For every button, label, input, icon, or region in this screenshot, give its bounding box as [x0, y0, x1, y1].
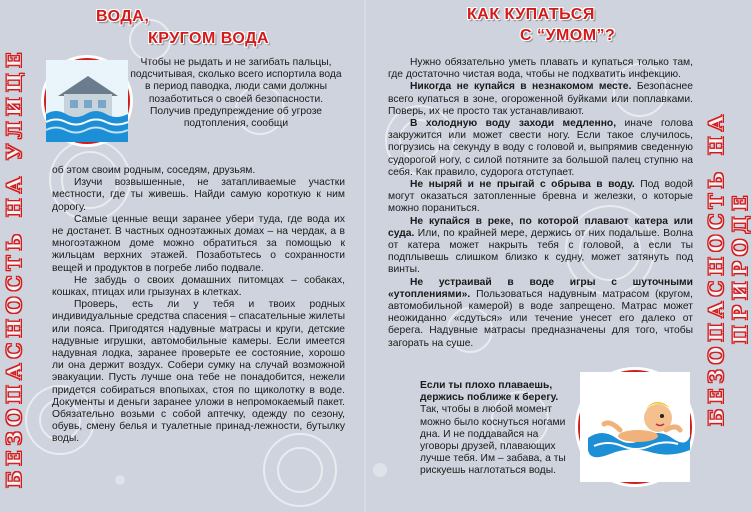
- flooded-house-icon: [44, 58, 130, 144]
- right-title-line2: С “УМОМ”?: [520, 27, 616, 44]
- right-rule-5: [388, 277, 693, 350]
- right-rule-6-text: Так, чтобы в любой момент можно было коснуться ногами дна. И не поддавайся на уговоры друзей, плавающих лучше тебя. Им – забава, а ты рискуешь наглотаться воды.: [420, 404, 566, 477]
- right-rule-6-bold: Если ты плохо плаваешь, держись поближе к берегу.: [420, 380, 559, 404]
- right-rule-3: [388, 179, 693, 216]
- left-paragraph-3: Самые ценные вещи заранее убери туда, где вода их не достанет. В частных одноэтажных домах – на чердак, а в многоэтажном доме можно обратиться за помощью к жильцам верхних этажей. Позаботьтесь о сохранности вещей и продуктов в погребе либо подвале.: [52, 213, 345, 274]
- right-title-line1: КАК КУПАТЬСЯ: [467, 6, 595, 23]
- right-bottom-text: [420, 380, 570, 478]
- swimming-child-icon: [578, 370, 692, 484]
- left-body-text: [52, 165, 345, 446]
- left-title-line1: ВОДА,: [96, 8, 150, 25]
- right-spine-label: БЕЗОПАСНОСТЬ НА ПРИРОДЕ: [704, 109, 752, 426]
- right-rule-5-text: Пользоваться надувным матрасом (кругом, автомобильной камерой) в воде запрещено. Матрас может неожиданно «сдуться» или течение унесет его далеко от берега. Надувные матрасы предназначены для того, чтобы загорать на суше.: [388, 288, 693, 349]
- left-paragraph-5: Проверь, есть ли у тебя и твоих родных индивидуальные средства спасения – спасательные жилеты или пояса. Пригодятся надувные матрасы и круги, детские надувные игрушки, автомобильные камеры. Если имеется надувная лодка, заранее проверьте ее состояние, хорошо ли она держит воздух. Собери сумку на случай возможной эвакуации. Пусть лучше она тебе не понадобится, нежели придется собираться впопыхах, стоя по щиколотку в воде. Документы и деньги заранее уложи в непромокаемый пакет. Обязательно возьми с собой аптечку, одежду по сезону, обувь, смену белья и туалетные принад-лежности, бутылку воды.: [52, 299, 345, 445]
- left-paragraph-1-cont: об этом своим родным, соседям, друзьям.: [52, 165, 256, 176]
- left-intro-block: [127, 57, 345, 130]
- right-rule-2-bold: В холодную воду заходи медленно,: [410, 118, 617, 130]
- right-body-text: [388, 57, 693, 350]
- left-warning-intro: Получив предупреждение об угрозе подтопления, сообщи: [149, 105, 323, 130]
- left-paragraph-2: Изучи возвышенные, не затапливаемые участки местности, где ты живешь. Найди самую короткую к ним дорогу.: [52, 177, 345, 213]
- right-rule-3-bold: Не ныряй и не прыгай с обрыва в воду.: [410, 179, 635, 191]
- left-spine-label: БЕЗОПАСНОСТЬ НА УЛИЦЕ: [2, 47, 26, 488]
- left-title-line2: КРУГОМ ВОДА: [148, 30, 270, 47]
- right-rule-4-bold: Не купайся в реке, по которой плавают катера или суда.: [388, 215, 693, 239]
- right-rule-2-text: иначе голова закружится или может свести ногу. Если такое случилось, погрузись на секунду в воду с головой и, выпрямив сведенную судорогой ногу, с силой потяните за большой палец ступню на себя. Как правило, судорога отступает.: [388, 118, 693, 178]
- left-intro-paragraph: Чтобы не рыдать и не загибать пальцы, подсчитывая, сколько всего испортила вода в период паводка, люди сами должны позаботиться о своей безопасности.: [130, 57, 342, 105]
- right-rule-1-bold: Никогда не купайся в незнакомом месте.: [410, 81, 632, 93]
- right-intro-paragraph: Нужно обязательно уметь плавать и купаться только там, где достаточно чистая вода, чтобы не подхватить инфекцию.: [388, 57, 693, 81]
- right-rule-1-text: Безопаснее всего купаться в зоне, огороженной буйками или поплавками. Поверь, их не просто так устанавливают.: [388, 81, 693, 117]
- right-rule-3-text: Под водой могут оказаться затопленные бревна и железки, о которые можно пораниться.: [388, 179, 693, 215]
- right-rule-4-text: Или, по крайней мере, держись от них подальше. Волна от катера может накрыть тебя с головой, а если ты подплывешь слишком близко к судну, может затянуть под винты.: [388, 227, 693, 276]
- right-rule-2: [388, 118, 693, 179]
- left-paragraph-4: Не забудь о своих домашних питомцах – собаках, кошках, птицах или грызунах в клетках.: [52, 274, 345, 299]
- right-rule-4: [388, 216, 693, 277]
- right-rule-5-bold: Не устраивай в воде игры с шуточными «утоплениями».: [388, 276, 693, 300]
- right-rule-1: [388, 81, 693, 118]
- right-rule-6: [420, 380, 570, 478]
